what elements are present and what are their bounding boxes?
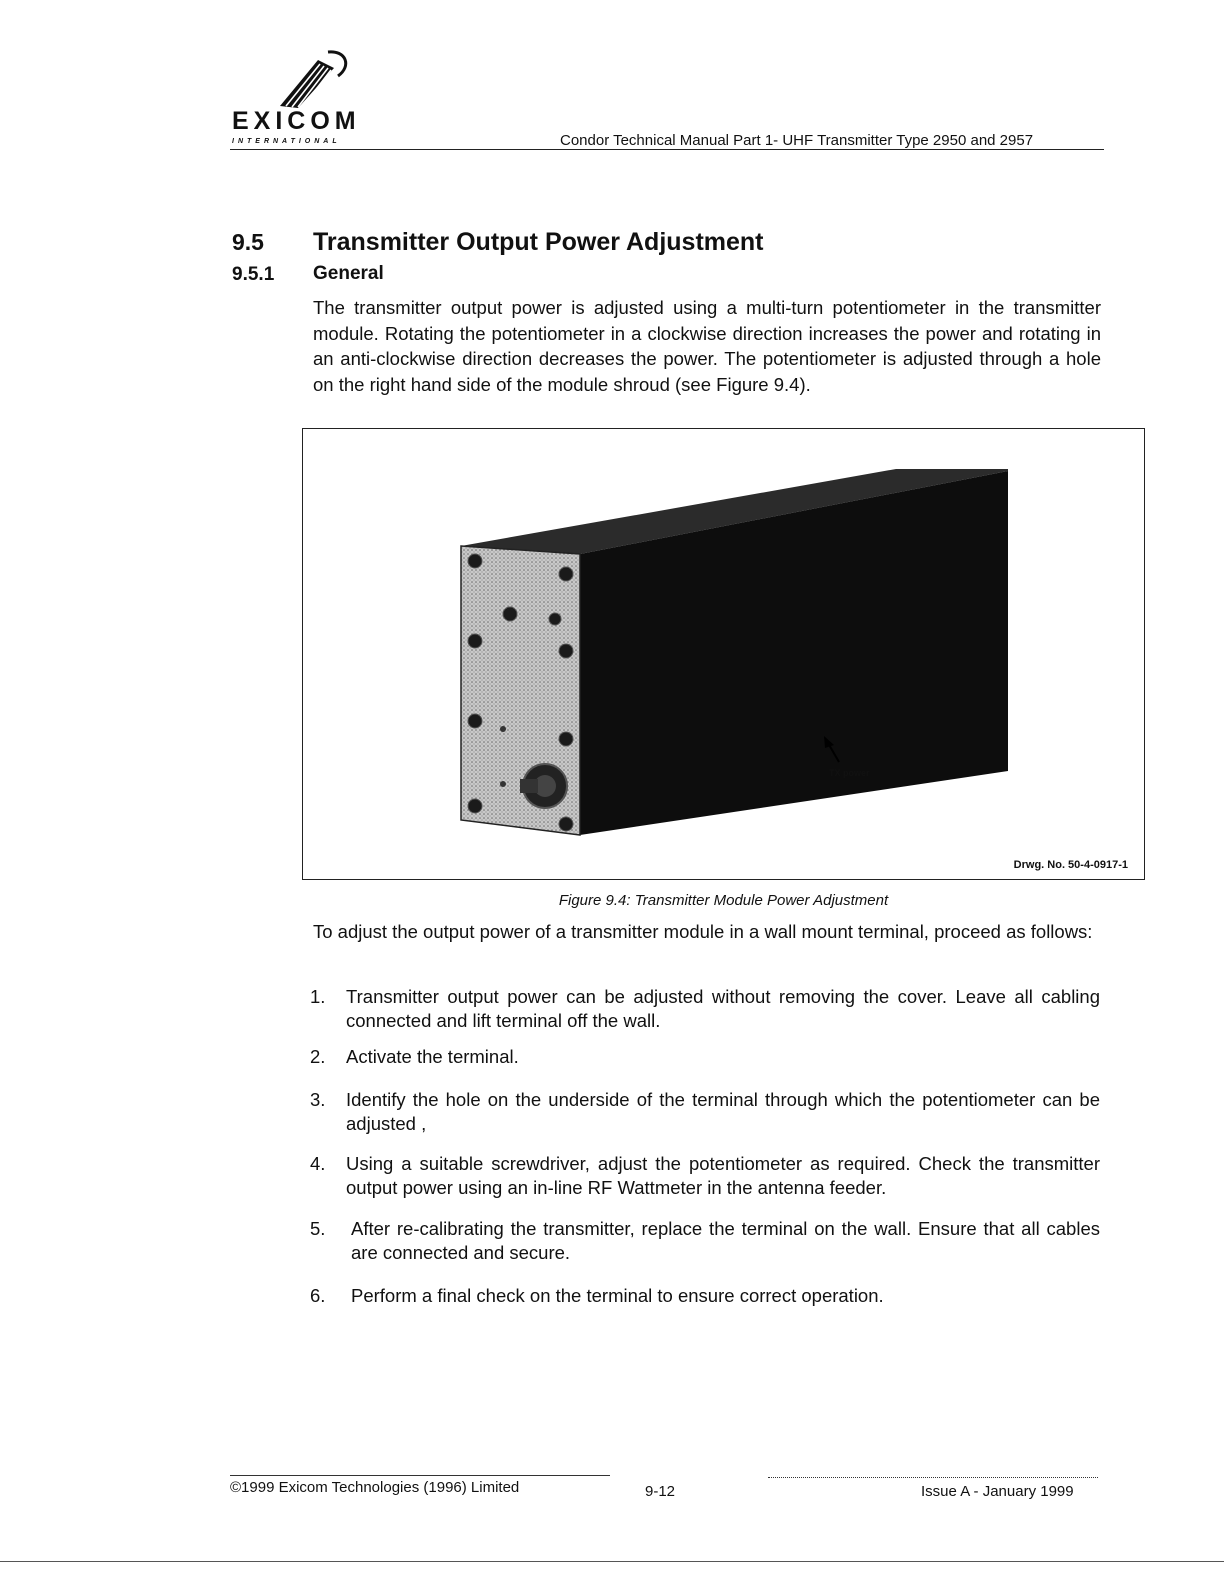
figure-caption: Figure 9.4: Transmitter Module Power Adjustment: [558, 892, 889, 909]
step-number: 4.: [310, 1153, 326, 1174]
footer-rule: [768, 1477, 1098, 1478]
issue-date: Issue A - January 1999: [921, 1483, 1074, 1500]
header-rule: [230, 149, 1104, 150]
transmitter-module-drawing: [303, 429, 1146, 881]
page-number: 9-12: [645, 1483, 676, 1500]
manual-title: Condor Technical Manual Part 1- UHF Transmitter Type 2950 and 2957: [560, 132, 1034, 149]
subsection-title: General: [313, 263, 384, 284]
section-number: 9.5: [232, 229, 264, 255]
procedure-lead: To adjust the output power of a transmitter module in a wall mount terminal, proceed as follows:: [313, 921, 1093, 942]
list-item: [310, 1045, 1100, 1069]
logo-wordmark: EXICOM: [232, 107, 361, 135]
step-text: Using a suitable screwdriver, adjust the potentiometer as required. Check the transmitter output power using an in-line RF Wattmeter in the antenna feeder.: [346, 1153, 1100, 1198]
section-title: Transmitter Output Power Adjustment: [313, 228, 764, 256]
drawing-number: Drwg. No. 50-4-0917-1: [1013, 859, 1128, 871]
subsection-number: 9.5.1: [232, 264, 275, 285]
step-number: 2.: [310, 1046, 326, 1067]
step-text: Perform a final check on the terminal to ensure correct operation.: [351, 1285, 884, 1306]
tx-power-callout: TX power: [829, 768, 870, 778]
step-number: 3.: [310, 1089, 326, 1110]
logo-subtitle: INTERNATIONAL: [232, 138, 341, 145]
step-number: 6.: [310, 1285, 326, 1306]
list-item: [310, 1152, 1100, 1200]
exicom-logo-mark: [272, 46, 352, 110]
step-text: Transmitter output power can be adjusted without removing the cover. Leave all cabling connected and lift terminal off the wall.: [346, 986, 1100, 1031]
footer-copyright: ©1999 Exicom Technologies (1996) Limited: [230, 1479, 520, 1496]
figure-frame: [302, 428, 1145, 880]
step-text: After re-calibrating the transmitter, replace the terminal on the wall. Ensure that all cables are connected and secure.: [351, 1218, 1100, 1263]
list-item: [310, 1088, 1100, 1136]
step-text: Activate the terminal.: [346, 1046, 519, 1067]
intro-paragraph: The transmitter output power is adjusted using a multi-turn potentiometer in the transmitter module. Rotating the potentiometer in a clockwise direction increases the power and rotating in an anti-clockwise direction decreases the power. The potentiometer is adjusted through a hole on the right hand side of the module shroud (see Figure 9.4).: [313, 297, 1101, 395]
step-text: Identify the hole on the underside of the terminal through which the potentiometer can be adjusted ,: [346, 1089, 1100, 1134]
list-item: [310, 1284, 1100, 1308]
step-number: 1.: [310, 986, 326, 1007]
list-item: [310, 1217, 1100, 1265]
list-item: [310, 985, 1100, 1033]
page-edge-rule: [0, 1561, 1224, 1562]
footer-rule: [230, 1475, 610, 1476]
step-number: 5.: [310, 1218, 326, 1239]
